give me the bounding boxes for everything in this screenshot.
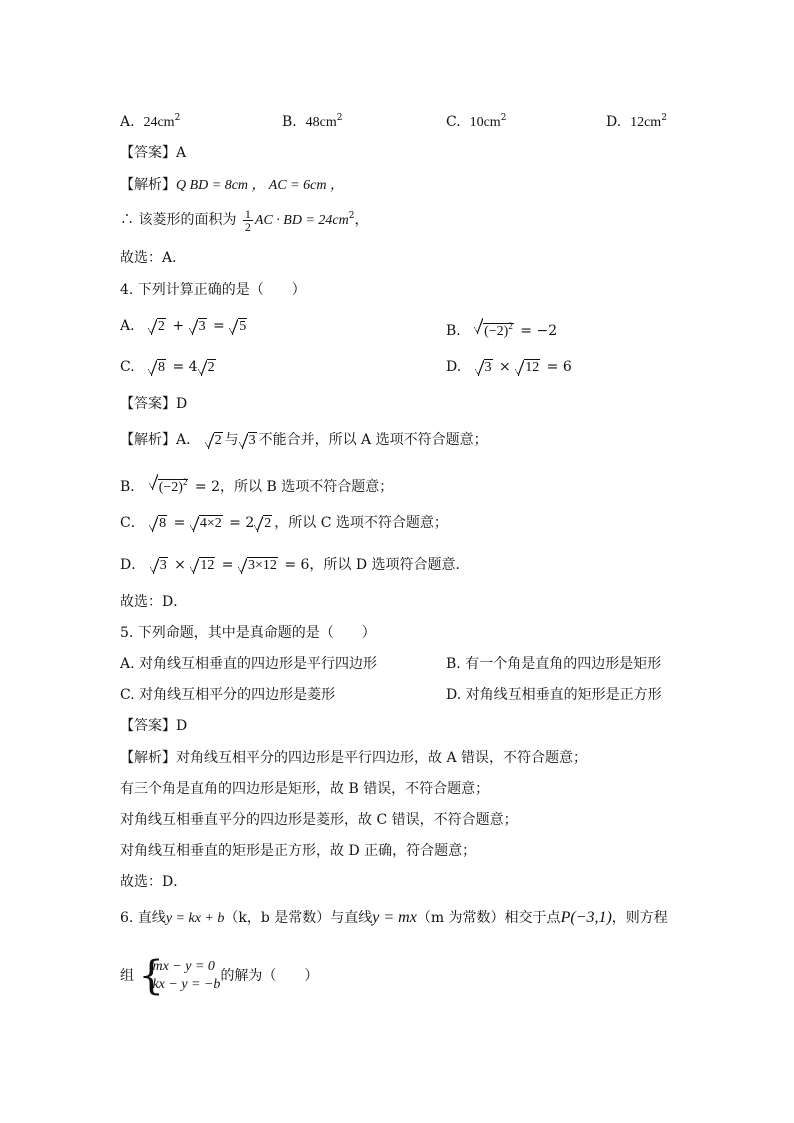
q3-analysis-line-2: ∴ 该菱形的面积为 $\frac{1}{2}$ AC · BD = $24cm^2$， bbox=[120, 206, 369, 234]
q4-conclusion: 故选：D． bbox=[120, 594, 188, 610]
q4-analysis-c: C． 8 = 4×2 = 2 2 ，所以 C 选项不符合题意； bbox=[120, 513, 448, 534]
q5-analysis-4: 对角线互相垂直的矩形是正方形，故 D 正确，符合题意； bbox=[120, 843, 477, 859]
q5-option-d: D. 对角线互相垂直的矩形是正方形 bbox=[446, 687, 662, 703]
q5-stem: 5. 下列命题，其中是真命题的是（ ） bbox=[120, 625, 376, 641]
one-half-fraction: $\frac{1}{2}$ bbox=[244, 206, 251, 234]
q5-answer: 【答案】D bbox=[120, 718, 188, 734]
q4-stem: 4. 下列计算正确的是（ ） bbox=[120, 282, 306, 298]
q4-option-c: C. 8 = 4 2 bbox=[120, 357, 218, 378]
q4-analysis-b: B． $(-2)^2 = 2$，所以 B 选项不符合题意； bbox=[120, 472, 393, 498]
q3-option-b: B. $48cm^2$ bbox=[282, 113, 343, 130]
q5-analysis-1: 【解析】对角线互相平分的四边形是平行四边形，故 A 错误，不符合题意； bbox=[120, 750, 588, 766]
q3-option-a: A. $24cm^2$ bbox=[120, 113, 181, 130]
q3-answer: 【答案】A bbox=[120, 145, 187, 161]
q5-option-a: A. 对角线互相垂直的四边形是平行四边形 bbox=[120, 656, 378, 672]
q5-option-b: B. 有一个角是直角的四边形是矩形 bbox=[446, 656, 662, 672]
q3-option-c: C. $10cm^2$ bbox=[446, 113, 507, 130]
q3-conclusion: 故选：A． bbox=[120, 250, 187, 266]
q4-answer: 【答案】D bbox=[120, 396, 188, 412]
q4-option-a: A. 2 + 3 = 5 bbox=[120, 316, 249, 337]
q4-analysis-d: D． 3 × 12 = 3×12 = 6，所以 D 选项符合题意． bbox=[120, 555, 470, 576]
q6-stem-line-2: 组 { mx − y = 0 kx − y = −b 的解为（ ） bbox=[120, 953, 319, 999]
q3-option-d: D. $12cm^2$ bbox=[606, 113, 667, 130]
q4-option-d: D. 3 × 12 = 6 bbox=[446, 357, 572, 378]
q5-conclusion: 故选：D． bbox=[120, 874, 188, 890]
q5-option-c: C. 对角线互相平分的四边形是菱形 bbox=[120, 687, 336, 703]
q3-analysis-line-1: 【解析】Q BD = 8cm ， AC = 6cm ， bbox=[120, 177, 344, 193]
q5-analysis-2: 有三个角是直角的四边形是矩形，故 B 错误，不符合题意； bbox=[120, 781, 490, 797]
q5-analysis-3: 对角线互相垂直平分的四边形是菱形，故 C 错误，不符合题意； bbox=[120, 812, 518, 828]
q6-stem-line-1: 6. 直线y = kx + b（k，b 是常数）与直线y = mx（m 为常数）相交于点P(−3,1)，则方程 bbox=[120, 909, 668, 926]
q4-option-b: B. $(-2)^2 = -2$ bbox=[446, 316, 557, 342]
equation-system: { mx − y = 0 kx − y = −b bbox=[138, 953, 221, 999]
q4-analysis-a: 【解析】A． 2 与 3 不能合并，所以 A 选项不符合题意； bbox=[120, 430, 488, 451]
